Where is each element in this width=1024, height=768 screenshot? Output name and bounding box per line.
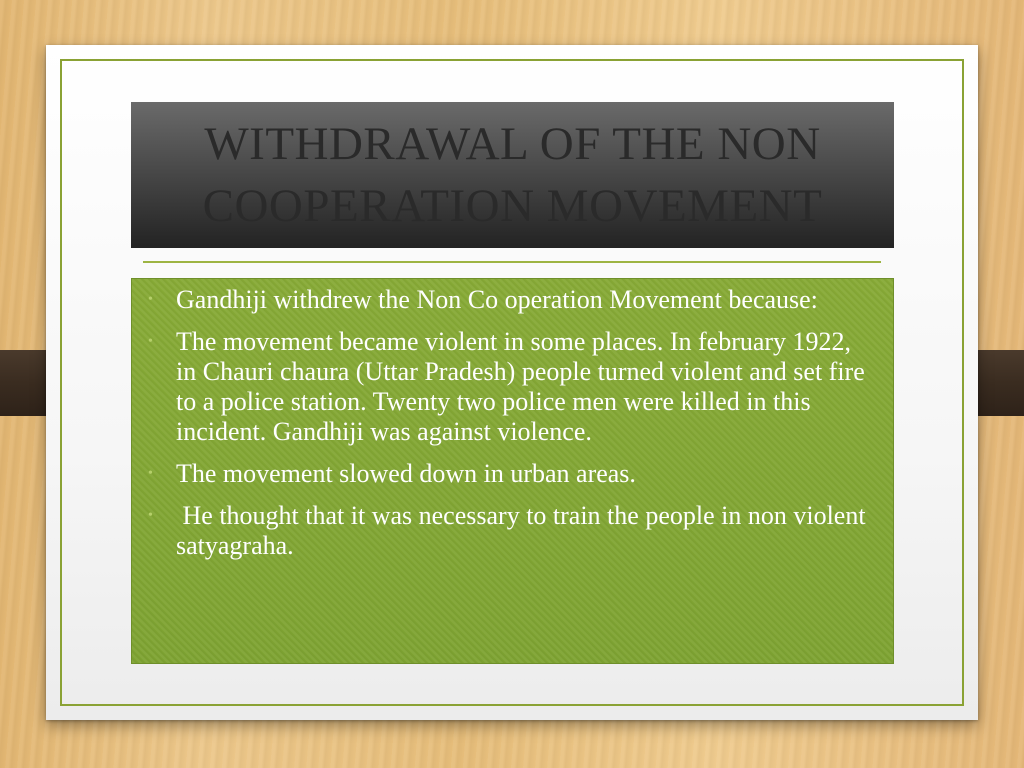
title-bar xyxy=(131,102,894,248)
bullet-icon: • xyxy=(148,508,153,523)
slide-paper xyxy=(46,45,978,720)
bullet-text: He thought that it was necessary to train the people in non violent satyagraha. xyxy=(176,501,873,560)
bullet-text: The movement slowed down in urban areas. xyxy=(176,459,636,488)
slide-title: WITHDRAWAL OF THE NON COOPERATION MOVEMENT xyxy=(202,118,823,232)
bullet-icon: • xyxy=(148,334,153,349)
bullet-item xyxy=(146,327,873,447)
bullet-text: Gandhiji withdrew the Non Co operation Movement because: xyxy=(176,285,818,314)
bullet-icon: • xyxy=(148,292,153,307)
content-box xyxy=(131,278,894,664)
bullet-item xyxy=(146,459,873,489)
bullet-item xyxy=(146,285,873,315)
bullet-text: The movement became violent in some places. In february 1922, in Chauri chaura (Uttar Pradesh) people turned violent and set fire to a police station. Twenty two police men were killed in this incident. Gandhiji was against violence. xyxy=(176,327,865,446)
bullet-icon: • xyxy=(148,466,153,481)
bullet-item xyxy=(146,501,873,561)
title-divider xyxy=(143,261,881,263)
